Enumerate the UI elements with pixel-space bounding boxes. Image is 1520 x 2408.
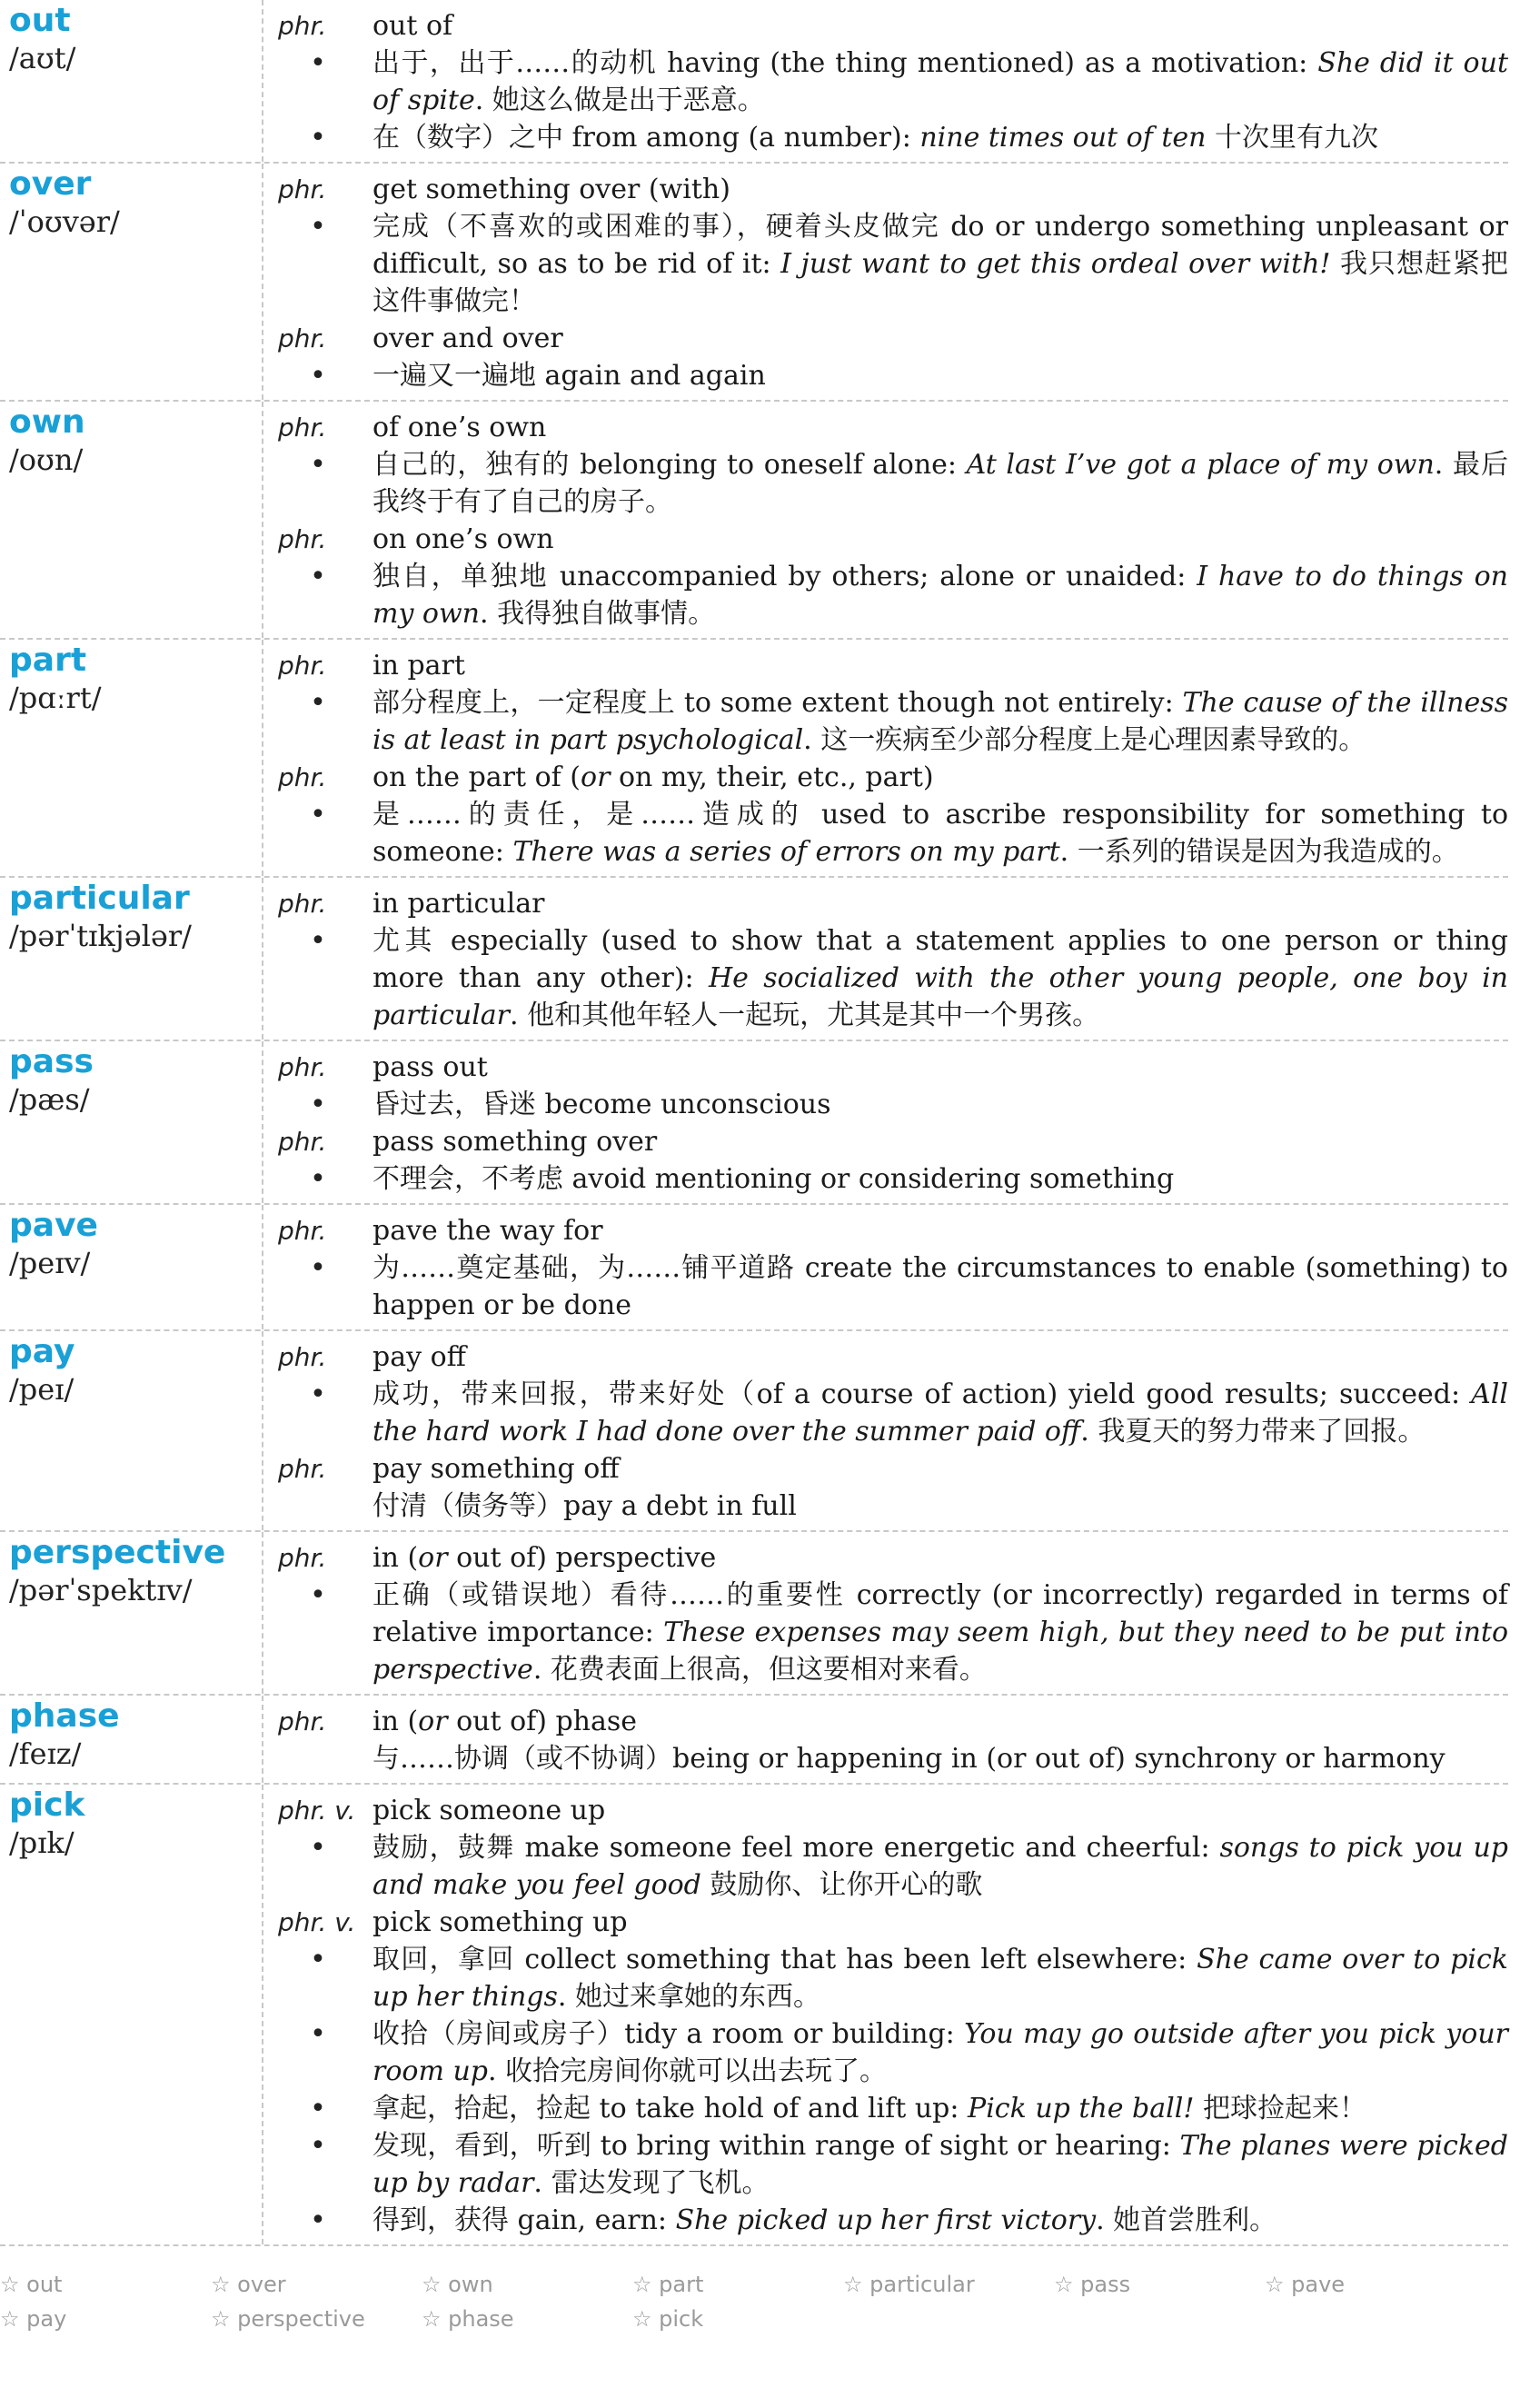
index-label: perspective — [230, 2306, 365, 2332]
pronunciation: /pɪk/ — [9, 1826, 75, 1860]
phrase-line — [263, 1450, 1508, 1488]
headword: pick — [9, 1786, 85, 1824]
index-label: pave — [1284, 2272, 1346, 2297]
phrase-line — [263, 1904, 1508, 1941]
entry-pay — [0, 1331, 1508, 1532]
sense-text — [373, 558, 1508, 632]
phrase-line — [263, 1539, 1508, 1577]
sense-text — [373, 2015, 1508, 2090]
definition-text: 昏过去，昏迷 become unconscious — [373, 1089, 831, 1120]
definition-text: 部分程度上，一定程度上 to some extent though not entirely: — [373, 687, 1183, 719]
sense-text — [373, 2202, 1508, 2239]
index-label: particular — [862, 2272, 975, 2297]
definition-text: . 一系列的错误是因为我造成的。 — [1059, 836, 1459, 868]
definition-text: 自己的，独有的 belonging to oneself alone: — [373, 449, 967, 481]
star-icon: ☆ — [0, 2306, 20, 2332]
definition-text: 付清（债务等）pay a debt in full — [373, 1490, 797, 1522]
example-text: or — [581, 761, 611, 793]
definitions — [263, 1331, 1508, 1530]
entry-pass — [0, 1041, 1508, 1205]
sense-line — [263, 1740, 1508, 1777]
phrase-marker: phr. — [278, 11, 327, 41]
phrase-marker: phr. — [278, 889, 327, 919]
index-link-part[interactable] — [632, 2267, 843, 2302]
headword: own — [9, 403, 85, 441]
sense-line — [263, 796, 1508, 871]
phrase-marker: phr. — [278, 1127, 327, 1157]
definition-text: . 花费表面上很高，但这要相对来看。 — [532, 1654, 987, 1686]
sense-bullet: • — [310, 1832, 326, 1864]
example-text: nine times out of ten — [919, 122, 1207, 154]
sense-bullet: • — [310, 561, 326, 592]
phrase-marker: phr. — [278, 651, 327, 681]
entry-own — [0, 402, 1508, 640]
sense-bullet — [263, 1740, 373, 1777]
sense-line — [263, 446, 1508, 521]
sense-text — [373, 1488, 1508, 1525]
definition-text: 出于，出于……的动机 having (the thing mentioned) as a motivation: — [373, 47, 1318, 79]
phrase-marker: phr. — [278, 762, 327, 792]
sense-bullet: • — [310, 360, 326, 392]
headword-column — [0, 1532, 263, 1694]
sense-line — [263, 119, 1508, 156]
definition-text: 是……的责任，是……造成的 used to ascribe responsibility for something to someone: — [373, 799, 1508, 868]
phrase-line — [263, 1123, 1508, 1160]
definitions — [263, 1785, 1508, 2244]
phrase-text: pave the way for — [373, 1215, 603, 1247]
definition-text: 正确（或错误地）看待……的重要性 correctly (or incorrectly) regarded in terms of relative importance: — [373, 1579, 1508, 1648]
sense-text — [373, 1829, 1508, 1904]
definition-text: 与……协调（或不协调）being or happening in (or out of) synchrony or harmony — [373, 1743, 1445, 1775]
definition-text: . 她这么做是出于恶意。 — [474, 85, 765, 116]
example-text: or — [418, 1542, 448, 1574]
definition-text: in ( — [373, 1706, 419, 1737]
sense-line — [263, 1160, 1508, 1198]
definitions — [263, 1532, 1508, 1694]
example-text: She did it out of spite — [373, 47, 1508, 116]
phrase-marker: phr. v. — [278, 1796, 356, 1826]
headword: over — [9, 165, 92, 203]
headword-column — [0, 1041, 263, 1203]
sense-line — [263, 2090, 1508, 2127]
definition-text: in ( — [373, 1542, 419, 1574]
definition-text: on my, their, etc., part) — [610, 761, 934, 793]
definitions — [263, 1041, 1508, 1203]
definition-text: out of) perspective — [447, 1542, 717, 1574]
headword-column — [0, 1696, 263, 1783]
phrase-line — [263, 1703, 1508, 1740]
sense-text — [373, 446, 1508, 521]
index-link-pick[interactable] — [632, 2302, 843, 2336]
example-text: Pick up the ball! — [968, 2093, 1195, 2124]
sense-line — [263, 208, 1508, 320]
index-link-own[interactable] — [422, 2267, 632, 2302]
definition-text: 鼓励，鼓舞 make someone feel more energetic and cheerful: — [373, 1832, 1220, 1864]
sense-text — [373, 796, 1508, 871]
phrase-text — [373, 1703, 1508, 1740]
star-icon: ☆ — [0, 2272, 20, 2297]
sense-line — [263, 1376, 1508, 1450]
sense-bullet: • — [310, 1944, 326, 1975]
example-text: or — [418, 1706, 448, 1737]
definition-text: 收拾（房间或房子）tidy a room or building: — [373, 2018, 965, 2050]
sense-bullet: • — [310, 2204, 326, 2236]
entry-pave — [0, 1205, 1508, 1331]
phrase-line — [263, 521, 1508, 558]
phrase-marker: phr. — [278, 1543, 327, 1573]
phrase-marker: phr. — [278, 413, 327, 443]
phrase-text: pass out — [373, 1051, 488, 1083]
headword-column — [0, 402, 263, 638]
sense-text — [373, 684, 1508, 759]
phrase-line — [263, 1792, 1508, 1829]
entry-over — [0, 164, 1508, 402]
pronunciation: /pɑːrt/ — [9, 681, 102, 715]
phrase-text: pass something over — [373, 1126, 658, 1158]
phrase-line — [263, 320, 1508, 357]
sense-text — [373, 208, 1508, 320]
example-text: The planes were picked up by radar — [373, 2130, 1508, 2199]
phrase-text: over and over — [373, 323, 563, 354]
phrase-text: in part — [373, 650, 465, 682]
headword-column — [0, 0, 263, 162]
headword: particular — [9, 880, 190, 917]
phrase-line — [263, 1338, 1508, 1376]
star-icon: ☆ — [1054, 2272, 1074, 2297]
example-text: She picked up her first victory — [675, 2204, 1097, 2236]
index-link-perspective[interactable] — [211, 2302, 422, 2336]
word-index-footer — [0, 2267, 1508, 2336]
index-label: over — [230, 2272, 286, 2297]
phrase-marker: phr. — [278, 1342, 327, 1372]
phrase-text: out of — [373, 10, 453, 42]
headword-column — [0, 1205, 263, 1329]
star-icon: ☆ — [632, 2306, 652, 2332]
definition-text: 发现，看到，听到 to bring within range of sight or hearing: — [373, 2130, 1180, 2162]
sense-line — [263, 2202, 1508, 2239]
phrase-text: on one’s own — [373, 523, 554, 555]
phrase-line — [263, 759, 1508, 796]
sense-line — [263, 922, 1508, 1034]
sense-bullet: • — [310, 2130, 326, 2162]
headword-column — [0, 640, 263, 876]
sense-bullet: • — [310, 211, 326, 243]
pronunciation: /pərˈspektɪv/ — [9, 1573, 193, 1607]
definition-text: 得到，获得 gain, earn: — [373, 2204, 676, 2236]
definition-text: 完成（不喜欢的或困难的事），硬着头皮做完 do or undergo something unpleasant or difficult, so as to be rid of it: — [373, 211, 1508, 280]
sense-text — [373, 45, 1508, 119]
star-icon: ☆ — [211, 2272, 231, 2297]
phrase-marker: phr. — [278, 524, 327, 554]
sense-text — [373, 2127, 1508, 2202]
definition-text: out of) phase — [447, 1706, 638, 1737]
phrase-marker: phr. — [278, 1454, 327, 1484]
star-icon: ☆ — [1265, 2272, 1285, 2297]
phrase-text: in particular — [373, 888, 545, 920]
phrase-text: of one’s own — [373, 412, 547, 443]
pronunciation: /peɪ/ — [9, 1372, 75, 1407]
definition-text: . 她过来拿她的东西。 — [557, 1981, 820, 2013]
headword: perspective — [9, 1534, 226, 1571]
definition-text: 在（数字）之中 from among (a number): — [373, 122, 920, 154]
definition-text: . 她首尝胜利。 — [1096, 2204, 1277, 2236]
sense-line — [263, 1249, 1508, 1324]
pronunciation: /ˈoʊvər/ — [9, 204, 120, 239]
sense-bullet: • — [310, 1378, 326, 1410]
definition-text: 一遍又一遍地 again and again — [373, 360, 766, 392]
example-text: All the hard work I had done over the summer paid off — [373, 1378, 1508, 1448]
sense-text — [373, 119, 1508, 156]
headword-column — [0, 878, 263, 1040]
definition-text: . 他和其他年轻人一起玩，尤其是其中一个男孩。 — [510, 1000, 1100, 1031]
sense-text — [373, 2090, 1508, 2127]
index-link-out[interactable] — [0, 2267, 211, 2302]
phrase-marker: phr. — [278, 174, 327, 204]
phrase-marker: phr. — [278, 323, 327, 353]
pronunciation: /aʊt/ — [9, 41, 76, 75]
pronunciation: /feɪz/ — [9, 1736, 82, 1771]
index-link-particular[interactable] — [843, 2267, 1054, 2302]
example-text: He socialized with the other young people, one boy in particular — [373, 962, 1508, 1031]
sense-bullet: • — [310, 1163, 326, 1195]
index-label: own — [441, 2272, 493, 2297]
sense-line — [263, 2015, 1508, 2090]
phrase-text — [373, 1539, 1508, 1577]
headword: out — [9, 2, 71, 39]
definition-text: 独自，单独地 unaccompanied by others; alone or unaided: — [373, 561, 1197, 592]
sense-bullet: • — [310, 449, 326, 481]
sense-bullet: • — [310, 47, 326, 79]
entry-part — [0, 640, 1508, 878]
example-text: There was a series of errors on my part — [512, 836, 1060, 868]
sense-text — [373, 922, 1508, 1034]
sense-bullet: • — [310, 1252, 326, 1284]
sense-text — [373, 1086, 1508, 1123]
definition-text: . 我夏天的努力带来了回报。 — [1080, 1416, 1426, 1448]
sense-text — [373, 1941, 1508, 2015]
example-text: I just want to get this ordeal over with! — [780, 248, 1331, 280]
headword: pass — [9, 1043, 94, 1080]
definitions — [263, 1205, 1508, 1329]
sense-bullet — [263, 1488, 373, 1525]
phrase-text: pick someone up — [373, 1795, 606, 1826]
sense-bullet: • — [310, 2093, 326, 2124]
star-icon: ☆ — [211, 2306, 231, 2332]
entry-pick — [0, 1785, 1508, 2246]
sense-line — [263, 1086, 1508, 1123]
headword: pave — [9, 1207, 98, 1244]
sense-bullet: • — [310, 122, 326, 154]
sense-text — [373, 1249, 1508, 1324]
definition-text: on the part of ( — [373, 761, 581, 793]
entry-particular — [0, 878, 1508, 1041]
sense-text — [373, 1376, 1508, 1450]
definitions — [263, 402, 1508, 638]
sense-line — [263, 1829, 1508, 1904]
index-link-pass[interactable] — [1054, 2267, 1265, 2302]
example-text: She came over to pick up her things — [373, 1944, 1508, 2013]
pronunciation: /pæs/ — [9, 1082, 90, 1117]
phrase-line — [263, 1212, 1508, 1249]
definition-text: 不理会，不考虑 avoid mentioning or considering something — [373, 1163, 1175, 1195]
example-text: These expenses may seem high, but they need to be put into perspective — [373, 1617, 1509, 1686]
definition-text: 尤其 especially (used to show that a statement applies to one person or thing more than any other): — [373, 925, 1508, 994]
phrase-line — [263, 171, 1508, 208]
pronunciation: /oʊn/ — [9, 443, 84, 477]
phrase-marker: phr. — [278, 1216, 327, 1246]
definitions — [263, 164, 1508, 400]
headword-column — [0, 1331, 263, 1530]
index-label: pay — [19, 2306, 67, 2332]
star-icon: ☆ — [422, 2306, 442, 2332]
definition-text: . 这一疾病至少部分程度上是心理因素导致的。 — [803, 724, 1366, 756]
sense-line — [263, 45, 1508, 119]
sense-bullet: • — [310, 925, 326, 957]
definition-text: 把球捡起来！ — [1194, 2093, 1366, 2124]
sense-bullet: • — [310, 687, 326, 719]
sense-line — [263, 1577, 1508, 1688]
sense-text — [373, 1160, 1508, 1198]
phrase-text: get something over (with) — [373, 174, 730, 205]
phrase-text: pay off — [373, 1341, 466, 1373]
example-text: songs to pick you up and make you feel good — [373, 1832, 1508, 1901]
star-icon: ☆ — [843, 2272, 863, 2297]
definition-text: 取回，拿回 collect something that has been left elsewhere: — [373, 1944, 1197, 1975]
sense-line — [263, 2127, 1508, 2202]
definition-text: 我只想赶紧把这件事做完！ — [373, 248, 1508, 317]
phrase-line — [263, 885, 1508, 922]
phrase-line — [263, 647, 1508, 684]
entry-out — [0, 0, 1508, 164]
example-text: I have to do things on my own — [373, 561, 1508, 630]
definition-text: 鼓励你、让你开心的歌 — [700, 1869, 983, 1901]
phrase-marker: phr. — [278, 1052, 327, 1082]
sense-text — [373, 357, 1508, 394]
definitions — [263, 640, 1508, 876]
example-text: At last I’ve got a place of my own — [966, 449, 1435, 481]
headword: phase — [9, 1697, 120, 1735]
entry-perspective — [0, 1532, 1508, 1696]
headword-column — [0, 164, 263, 400]
pronunciation: /pərˈtɪkjələr/ — [9, 919, 192, 953]
definition-text: . 最后我终于有了自己的房子。 — [373, 449, 1508, 518]
sense-bullet: • — [310, 799, 326, 831]
sense-line — [263, 558, 1508, 632]
star-icon: ☆ — [422, 2272, 442, 2297]
pronunciation: /peɪv/ — [9, 1246, 91, 1280]
definition-text: . 收拾完房间你就可以出去玩了。 — [487, 2055, 888, 2087]
index-link-over[interactable] — [211, 2267, 422, 2302]
index-link-phase[interactable] — [422, 2302, 632, 2336]
phrase-marker: phr. — [278, 1706, 327, 1736]
sense-bullet: • — [310, 2018, 326, 2050]
headword: part — [9, 642, 87, 679]
definition-text: 十次里有九次 — [1206, 122, 1379, 154]
headword-column — [0, 1785, 263, 2244]
definition-text: . 我得独自做事情。 — [480, 598, 716, 630]
definition-text: 为……奠定基础，为……铺平道路 create the circumstances to enable (something) to happen or be done — [373, 1252, 1508, 1321]
phrase-line — [263, 409, 1508, 446]
sense-line — [263, 684, 1508, 759]
definitions — [263, 0, 1508, 162]
example-text: You may go outside after you pick your room up — [373, 2018, 1508, 2087]
definitions — [263, 1696, 1508, 1783]
sense-line — [263, 1941, 1508, 2015]
definition-text: 拿起，拾起，捡起 to take hold of and lift up: — [373, 2093, 969, 2124]
sense-bullet: • — [310, 1579, 326, 1611]
phrase-line — [263, 1049, 1508, 1086]
footer-row — [0, 2267, 1508, 2302]
index-label: out — [19, 2272, 63, 2297]
definitions — [263, 878, 1508, 1040]
index-link-pave[interactable] — [1265, 2267, 1475, 2302]
phrase-marker: phr. v. — [278, 1907, 356, 1937]
entry-phase — [0, 1696, 1508, 1785]
headword: pay — [9, 1333, 75, 1370]
sense-line — [263, 357, 1508, 394]
phrase-text: pay something off — [373, 1453, 620, 1485]
phrase-text: pick something up — [373, 1906, 628, 1938]
index-label: phase — [441, 2306, 514, 2332]
star-icon: ☆ — [632, 2272, 652, 2297]
sense-text — [373, 1740, 1508, 1777]
index-link-pay[interactable] — [0, 2302, 211, 2336]
definition-text: . 雷达发现了飞机。 — [533, 2167, 770, 2199]
phrase-text — [373, 759, 1508, 796]
footer-row — [0, 2302, 1508, 2336]
definition-text: 成功，带来回报，带来好处（of a course of action) yield good results; succeed: — [373, 1378, 1472, 1410]
index-label: pick — [651, 2306, 704, 2332]
index-label: pass — [1073, 2272, 1131, 2297]
phrase-line — [263, 7, 1508, 45]
sense-bullet: • — [310, 1089, 326, 1120]
index-label: part — [651, 2272, 704, 2297]
example-text: The cause of the illness is at least in part psychological — [373, 687, 1508, 756]
sense-text — [373, 1577, 1508, 1688]
sense-line — [263, 1488, 1508, 1525]
